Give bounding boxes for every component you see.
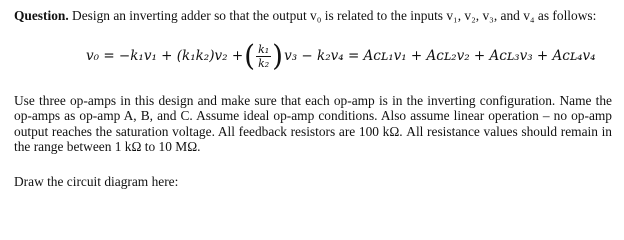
equation-rhs: v₃ − k₂v₄ = Aᴄʟ₁v₁ + Aᴄʟ₂v₂ + Aᴄʟ₃v₃ + Aᴄʟ₄v₄ [284, 48, 596, 64]
fraction-numerator: k₁ [258, 42, 270, 56]
draw-prompt: Draw the circuit diagram here: [14, 174, 179, 189]
question-label: Question. [14, 8, 69, 23]
fraction [256, 43, 271, 70]
fraction-denominator: k₂ [258, 56, 270, 70]
question-line [14, 8, 596, 24]
close-paren: ) [272, 38, 284, 73]
equation-lhs: v₀ = −k₁v₁ + (k₁k₂)v₂ + [86, 48, 244, 64]
instructions-paragraph: Use three op-amps in this design and make sure that each op-amp is in the inverting configuration. Name the op-amps as op-amp A, B, and C. Assume ideal op-amp conditions. Also assume linear operation – no op-amp output reaches the saturation voltage. All feedback resistors are 100 kΩ. All resistance values should remain in the range between 1 kΩ to 10 MΩ. [14, 93, 612, 154]
open-paren: ( [244, 38, 256, 73]
question-prompt: Design an inverting adder so that the output v₀ is related to the inputs v₁, v₂, v₃, and v₄ as follows: [68, 8, 597, 23]
equation [86, 36, 596, 76]
fraction-group [244, 38, 284, 73]
